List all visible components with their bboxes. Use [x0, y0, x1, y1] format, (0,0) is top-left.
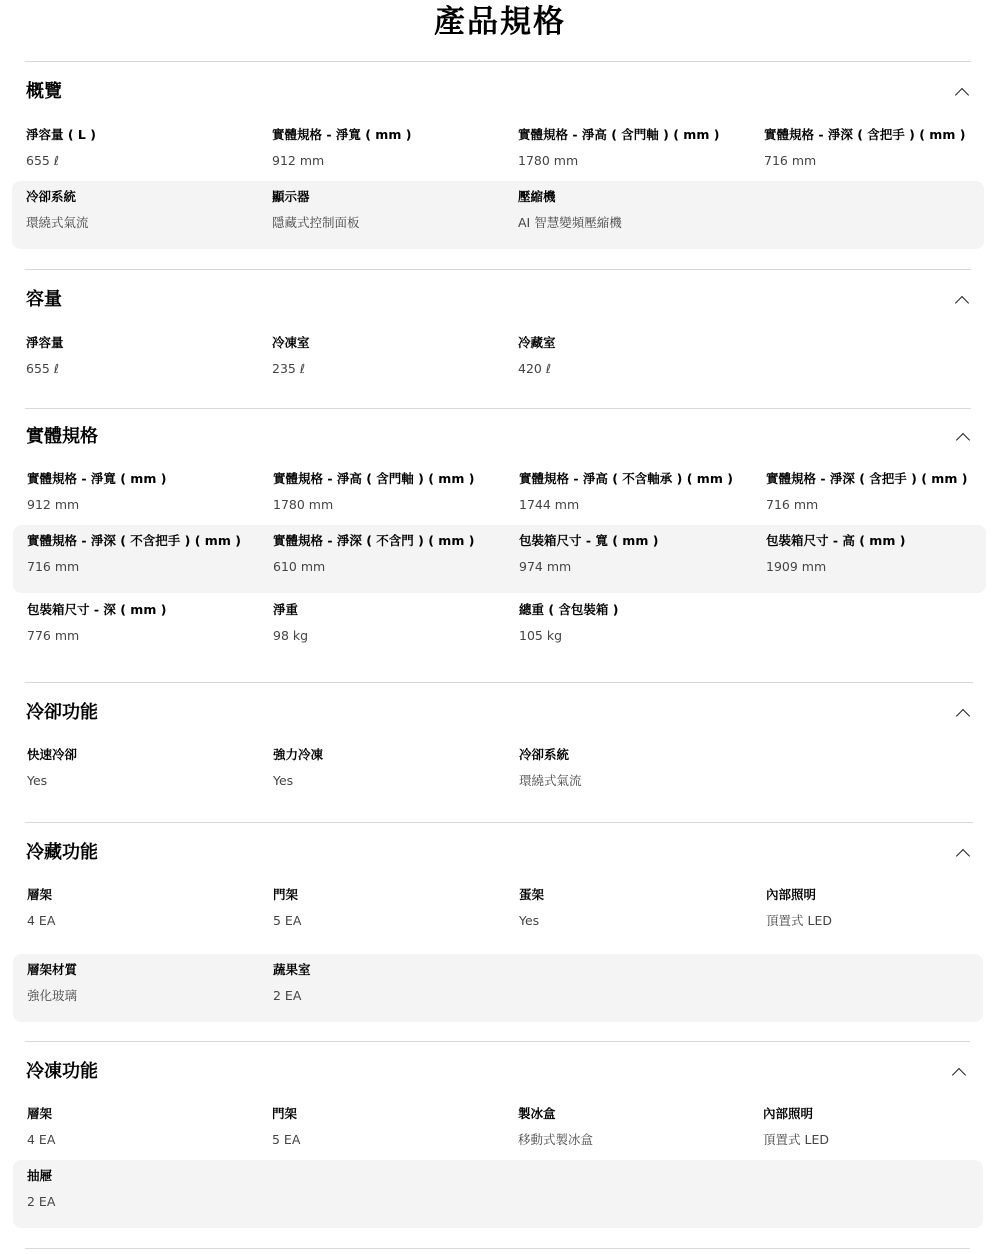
- spec-row: [13, 1160, 983, 1228]
- spec-label: 顯示器: [272, 189, 310, 204]
- spec-label: 抽屜: [27, 1168, 53, 1183]
- spec-label: 層架: [27, 1106, 53, 1121]
- spec-value: 環繞式氣流: [519, 773, 582, 788]
- spec-label: 門架: [272, 1106, 298, 1121]
- spec-label: 實體規格 - 淨深 ( 不含把手 ) ( mm ): [27, 533, 241, 548]
- spec-label: 淨容量 ( L ): [26, 127, 96, 142]
- spec-row: [12, 119, 984, 187]
- spec-label: 壓縮機: [518, 189, 556, 204]
- spec-row: [13, 954, 983, 1022]
- spec-row: [13, 879, 983, 947]
- spec-label: 包裝箱尺寸 - 高 ( mm ): [766, 533, 906, 548]
- spec-value: 1744 mm: [519, 497, 580, 512]
- chevron-up-icon[interactable]: [952, 1068, 966, 1082]
- section-title: 冷凍功能: [26, 1061, 98, 1082]
- spec-value: 610 mm: [273, 559, 326, 574]
- spec-label: 快速冷卻: [27, 747, 78, 762]
- spec-value: 912 mm: [272, 153, 325, 168]
- page-title: 產品規格: [434, 4, 566, 40]
- spec-value: 655 ℓ: [26, 153, 59, 168]
- spec-label: 總重 ( 含包裝箱 ): [519, 602, 619, 617]
- spec-value: 655 ℓ: [26, 361, 59, 376]
- section-title: 冷卻功能: [26, 702, 98, 723]
- spec-value: Yes: [27, 773, 48, 788]
- spec-value: 716 mm: [766, 497, 819, 512]
- spec-label: 包裝箱尺寸 - 深 ( mm ): [27, 602, 167, 617]
- spec-row: [13, 463, 986, 531]
- section-title: 實體規格: [26, 426, 98, 447]
- spec-label: 門架: [273, 887, 299, 902]
- spec-value: 98 kg: [273, 628, 309, 643]
- spec-value: 2 EA: [273, 988, 302, 1003]
- spec-label: 冷卻系統: [26, 189, 77, 204]
- spec-label: 實體規格 - 淨深 ( 含把手 ) ( mm ): [764, 127, 966, 142]
- section-divider: [25, 269, 971, 270]
- spec-value: 5 EA: [273, 913, 302, 928]
- spec-value: 420 ℓ: [518, 361, 551, 376]
- section-title: 冷藏功能: [26, 842, 98, 863]
- spec-label: 冷凍室: [272, 335, 310, 350]
- spec-label: 內部照明: [763, 1106, 814, 1121]
- spec-value: 912 mm: [27, 497, 80, 512]
- spec-value: 移動式製冰盒: [518, 1132, 594, 1147]
- section-divider: [25, 1041, 970, 1042]
- spec-label: 實體規格 - 淨高 ( 含門軸 ) ( mm ): [273, 471, 475, 486]
- spec-label: 實體規格 - 淨高 ( 含門軸 ) ( mm ): [518, 127, 720, 142]
- spec-label: 包裝箱尺寸 - 寬 ( mm ): [519, 533, 659, 548]
- spec-value: 105 kg: [519, 628, 563, 643]
- spec-value: 4 EA: [27, 1132, 56, 1147]
- spec-value: 1909 mm: [766, 559, 827, 574]
- spec-value: 強化玻璃: [27, 988, 78, 1003]
- spec-value: AI 智慧變頻壓縮機: [518, 215, 622, 230]
- chevron-up-icon[interactable]: [955, 296, 969, 310]
- spec-row: [12, 327, 984, 395]
- section-title: 容量: [26, 289, 62, 310]
- spec-value: 776 mm: [27, 628, 80, 643]
- chevron-up-icon[interactable]: [956, 849, 970, 863]
- spec-value: 1780 mm: [518, 153, 579, 168]
- spec-label: 實體規格 - 淨高 ( 不含軸承 ) ( mm ): [519, 471, 733, 486]
- section-divider: [25, 408, 971, 409]
- spec-value: Yes: [519, 913, 540, 928]
- spec-value: 環繞式氣流: [26, 215, 89, 230]
- spec-value: 5 EA: [272, 1132, 301, 1147]
- section-divider: [25, 1248, 970, 1249]
- spec-label: 層架材質: [27, 962, 78, 977]
- spec-row: [13, 594, 986, 662]
- chevron-up-icon[interactable]: [956, 709, 970, 723]
- spec-value: Yes: [273, 773, 294, 788]
- spec-value: 716 mm: [764, 153, 817, 168]
- spec-label: 淨重: [273, 602, 299, 617]
- spec-label: 實體規格 - 淨寬 ( mm ): [27, 471, 167, 486]
- spec-value: 716 mm: [27, 559, 80, 574]
- section-title: 概覽: [26, 81, 62, 102]
- chevron-up-icon[interactable]: [956, 433, 970, 447]
- spec-label: 強力冷凍: [273, 747, 324, 762]
- spec-value: 1780 mm: [273, 497, 334, 512]
- spec-label: 蔬果室: [273, 962, 311, 977]
- section-divider: [25, 61, 971, 62]
- spec-value: 235 ℓ: [272, 361, 305, 376]
- spec-label: 層架: [27, 887, 53, 902]
- spec-row: [13, 525, 986, 593]
- spec-label: 冷藏室: [518, 335, 556, 350]
- spec-label: 製冰盒: [518, 1106, 556, 1121]
- section-divider: [25, 682, 973, 683]
- spec-label: 內部照明: [766, 887, 817, 902]
- spec-row: [13, 739, 986, 807]
- spec-label: 蛋架: [519, 887, 545, 902]
- spec-label: 冷卻系統: [519, 747, 570, 762]
- spec-value: 4 EA: [27, 913, 56, 928]
- spec-value: 隱藏式控制面板: [272, 215, 360, 230]
- spec-label: 實體規格 - 淨深 ( 不含門 ) ( mm ): [273, 533, 475, 548]
- chevron-up-icon[interactable]: [955, 88, 969, 102]
- section-divider: [25, 822, 973, 823]
- spec-value: 974 mm: [519, 559, 572, 574]
- spec-row: [12, 181, 984, 249]
- spec-label: 實體規格 - 淨寬 ( mm ): [272, 127, 412, 142]
- spec-value: 頂置式 LED: [766, 913, 832, 928]
- spec-value: 頂置式 LED: [763, 1132, 829, 1147]
- spec-row: [13, 1098, 983, 1166]
- spec-label: 淨容量: [26, 335, 64, 350]
- spec-value: 2 EA: [27, 1194, 56, 1209]
- spec-label: 實體規格 - 淨深 ( 含把手 ) ( mm ): [766, 471, 968, 486]
